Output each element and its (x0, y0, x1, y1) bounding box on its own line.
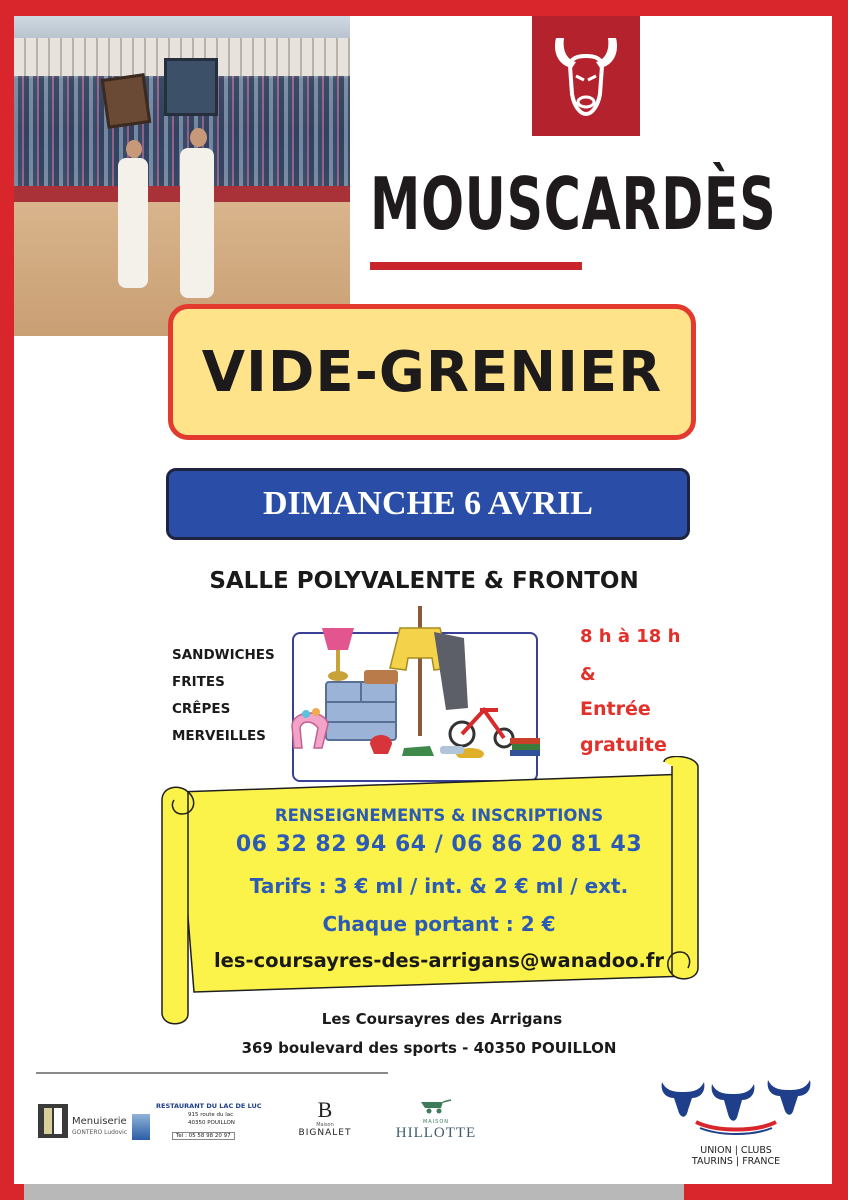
three-bulls-icon (656, 1070, 816, 1136)
tarifs: Tarifs : 3 € ml / int. & 2 € ml / ext. (249, 874, 629, 898)
venue (0, 568, 848, 594)
restaurant-address-2: 40350 POUILLON (188, 1120, 235, 1126)
food-list (172, 642, 275, 750)
bull-logo (532, 16, 640, 136)
restaurant-phone: Tel : 05 58 98 20 97 (172, 1132, 235, 1140)
contact-email: les-coursayres-des-arrigans@wanadoo.fr (213, 949, 665, 972)
opening-hours: 8 h à 18 h (580, 626, 681, 647)
restaurant-name: RESTAURANT DU LAC DE LUC (156, 1102, 262, 1110)
portant-price: Chaque portant : 2 € (322, 912, 556, 936)
goods-clipart-icon (284, 598, 546, 758)
hillotte-small: MAISON (422, 1119, 450, 1125)
hours-ampersand: & (580, 664, 596, 685)
union-line-2: TAURINS | FRANCE (691, 1156, 781, 1167)
bull-head-icon (548, 32, 624, 120)
sponsor-menuiserie (38, 1104, 138, 1144)
date-banner (166, 468, 690, 540)
arena-photo (14, 16, 350, 336)
bottom-strip (24, 1184, 684, 1200)
sponsor-divider (36, 1072, 388, 1074)
entry-free: gratuite (580, 734, 667, 756)
sponsor-restaurant (132, 1100, 262, 1146)
event-name-box (168, 304, 696, 440)
restaurant-logo-icon (132, 1114, 150, 1140)
event-name: VIDE-GRENIER (201, 339, 663, 405)
food-item: CRÊPES (172, 701, 231, 717)
info-heading: RENSEIGNEMENTS & INSCRIPTIONS (274, 806, 604, 825)
hillotte-cart-icon (419, 1098, 453, 1114)
page-title: MOUSCARDÈS (370, 162, 777, 246)
phone-numbers: 06 32 82 94 64 / 06 86 20 81 43 (235, 832, 643, 857)
entry-label: Entrée (580, 698, 651, 720)
bignalet-small: Maison (316, 1122, 334, 1128)
bignalet-b-icon: B (317, 1097, 333, 1122)
food-item: MERVEILLES (172, 728, 266, 744)
venue-text: SALLE POLYVALENTE & FRONTON (209, 568, 639, 594)
photo-person-right (164, 58, 244, 318)
menuiserie-owner: GONTERO Ludovic (72, 1129, 128, 1136)
event-date: DIMANCHE 6 AVRIL (263, 485, 593, 522)
food-item: SANDWICHES (172, 647, 275, 663)
restaurant-address-1: 915 route du lac (188, 1112, 234, 1118)
union-line-1: UNION | CLUBS (700, 1145, 772, 1156)
menuiserie-logo-icon (38, 1104, 68, 1138)
organizer-name: Les Coursayres des Arrigans (321, 1010, 563, 1028)
bignalet-name: BIGNALET (298, 1128, 352, 1138)
title-underline (370, 262, 582, 270)
food-item: FRITES (172, 674, 225, 690)
sponsor-union-clubs-taurins (656, 1070, 816, 1170)
sponsor-hillotte (394, 1098, 478, 1152)
organizer-address: 369 boulevard des sports - 40350 POUILLON (241, 1039, 617, 1057)
menuiserie-name: Menuiserie (72, 1116, 127, 1127)
hillotte-name: HILLOTTE (395, 1125, 477, 1141)
sponsor-bignalet (290, 1098, 360, 1150)
